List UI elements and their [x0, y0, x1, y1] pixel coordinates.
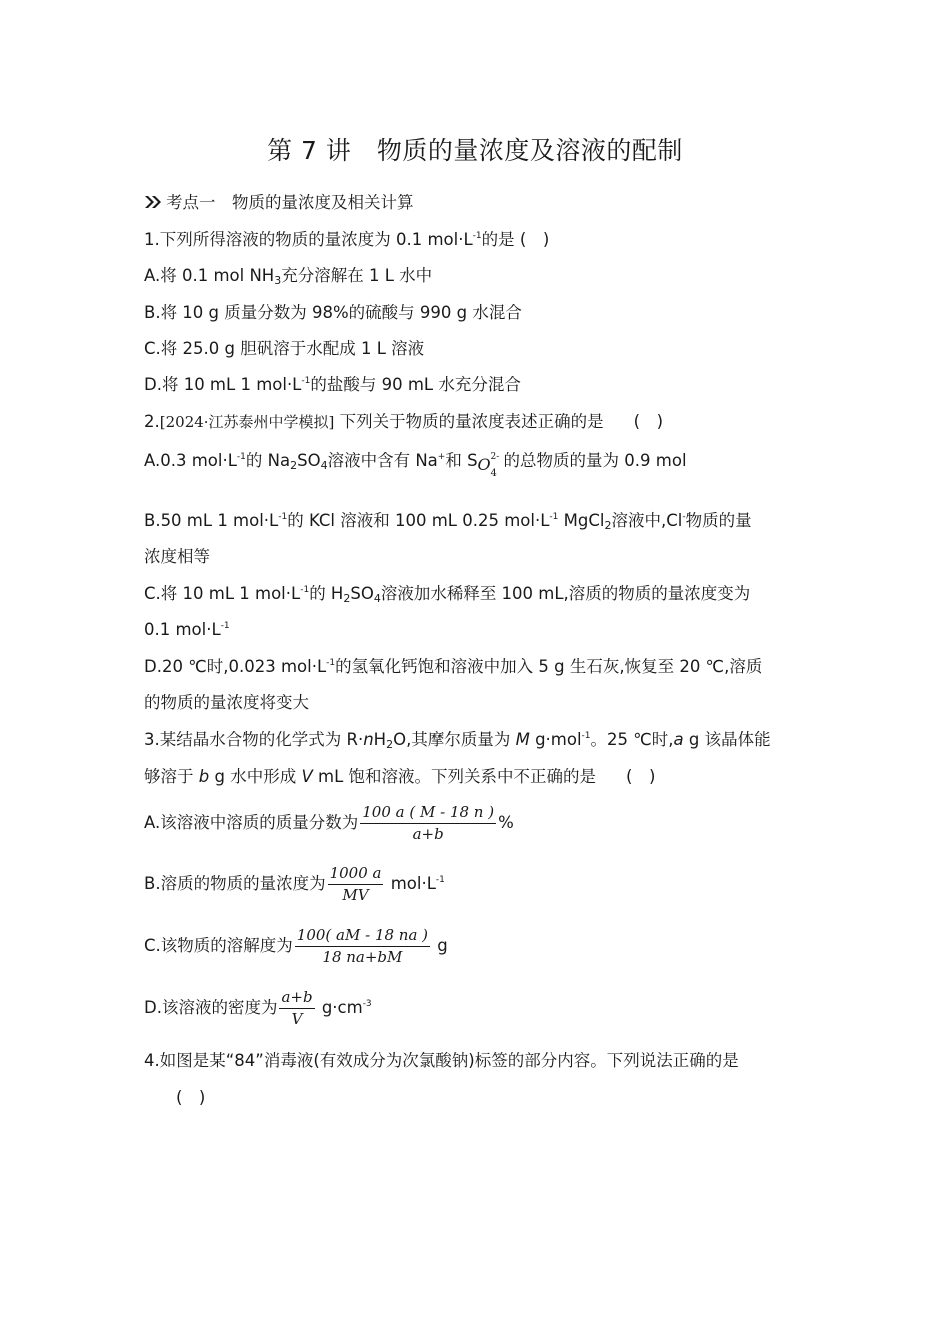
q3-option-d: D.该溶液的密度为 $\frac{a+b}{V}$ $g\cdot cm^{-3}$	[144, 988, 372, 1028]
q2-option-c: C.将 10 mL 1 $mol\cdot L^{-1}$的 $H_2SO_4$溶液加水稀释至 100 mL,溶质的物质的量浓度变为	[144, 584, 751, 605]
page-title: 第 7 讲 物质的量浓度及溶液的配制	[267, 136, 683, 165]
answer-paren: ( )	[176, 1088, 206, 1107]
q2-option-c-cont: 0.1 $mol\cdot L^{-1}$	[144, 620, 230, 639]
q2-source: [2024·江苏泰州中学模拟]	[159, 413, 335, 431]
q2-option-d: D.20 ℃时,0.023 $mol\cdot L^{-1}$的氢氧化钙饱和溶液中加入 5 g 生石灰,恢复至 20 ℃,溶质	[144, 657, 763, 676]
sulfate-formula: O 2- 4	[477, 452, 500, 479]
q1-stem: 1.下列所得溶液的物质的量浓度为 0.1 $mol\cdot L^{-1}$的是 ( )	[144, 230, 550, 249]
q3-stem: 3.某结晶水合物的化学式为 $R\cdot nH_2O$,其摩尔质量为 M g·mol$^{-1}$。25 ℃时,a g 该晶体能	[144, 730, 771, 751]
q1-option-a: A.将 0.1 mol $NH_3$充分溶解在 1 L 水中	[144, 266, 433, 287]
section-title: 考点一 物质的量浓度及相关计算	[166, 193, 414, 212]
fraction: $\frac{a+b}{V}$	[281, 988, 313, 1028]
q1-option-b: B.将 10 g 质量分数为 98%的硫酸与 990 g 水混合	[144, 303, 522, 322]
q3-option-a: A.该溶液中溶质的质量分数为 $\frac{100 a ( M - 18 n )}{a+b}$ %	[144, 803, 514, 843]
q2-option-b-cont: 浓度相等	[144, 547, 210, 566]
q2-option-b: B.50 mL 1 $mol\cdot L^{-1}$的 KCl 溶液和 100 mL 0.25 $mol\cdot L^{-1}$ MgCl$_2$溶液中,Cl-物质的量	[144, 511, 752, 532]
q3-stem-cont: 够溶于 b g 水中形成 V mL 饱和溶液。下列关系中不正确的是 ( )	[144, 767, 656, 786]
q3-option-c: C.该物质的溶解度为 $\frac{100( aM - 18 na )}{18 na+bM}$ g	[144, 926, 448, 966]
answer-paren: ( )	[626, 767, 656, 786]
q2-option-a: A.0.3 $mol\cdot L^{-1}$的 $Na_2SO_4$溶液中含有 Na+和 S O 2- 4 的总物质的量为 0.9 mol	[144, 451, 687, 479]
q2-option-d-cont: 的物质的量浓度将变大	[144, 693, 309, 712]
q1-option-c: C.将 25.0 g 胆矾溶于水配成 1 L 溶液	[144, 339, 425, 358]
fraction: $\frac{100( aM - 18 na )}{18 na+bM}$	[296, 926, 429, 966]
answer-paren: ( )	[633, 412, 664, 431]
q4-stem: 4.如图是某“84”消毒液(有效成分为次氯酸钠)标签的部分内容。下列说法正确的是	[144, 1051, 739, 1070]
q1-option-d: D.将 10 mL 1 $mol\cdot L^{-1}$的盐酸与 90 mL 水充分混合	[144, 375, 521, 394]
section-heading	[144, 192, 414, 214]
double-chevron-icon	[144, 195, 162, 209]
q3-option-b: B.溶质的物质的量浓度为 $\frac{1000 a}{MV}$ $mol\cdot L^{-1}$	[144, 864, 445, 904]
fraction: $\frac{100 a ( M - 18 n )}{a+b}$	[362, 803, 495, 843]
q2-stem: 2.[2024·江苏泰州中学模拟] 下列关于物质的量浓度表述正确的是 ( )	[144, 412, 664, 431]
fraction: $\frac{1000 a}{MV}$	[329, 864, 382, 904]
